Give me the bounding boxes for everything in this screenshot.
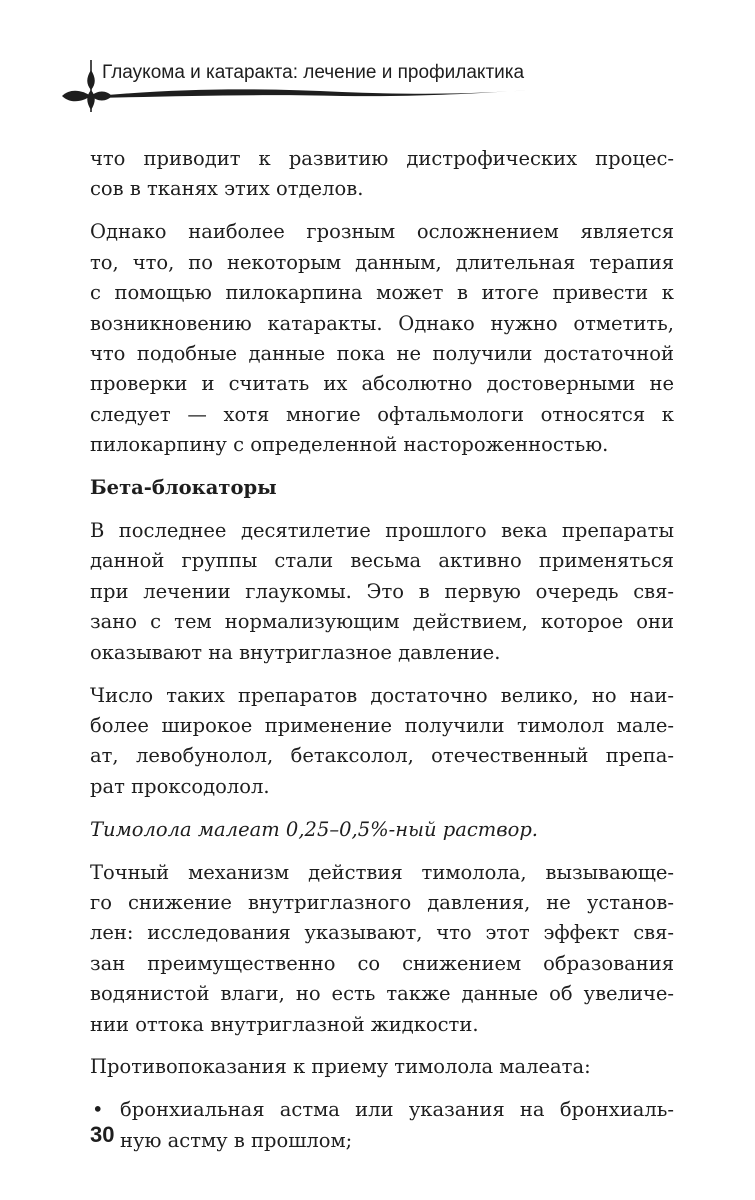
text-line: более широкое применение получили тимолол мале- xyxy=(90,713,674,737)
text-line: лен: исследования указывают, что этот эффект свя- xyxy=(90,921,674,945)
text-line: что подобные данные пока не получили достаточной xyxy=(90,341,674,365)
text-line: то, что, по некоторым данным, длительная терапия xyxy=(90,250,674,274)
text-line: сов в тканях этих отделов. xyxy=(90,177,364,201)
running-title: Глаукома и катаракта: лечение и профилактика xyxy=(102,62,525,83)
text-line: с помощью пилокарпина может в итоге привести к xyxy=(90,281,674,305)
list-item xyxy=(90,1095,674,1156)
text-line: водянистой влаги, но есть также данные об увеличе- xyxy=(90,982,674,1006)
text-line: зано с тем нормализующим действием, которое они xyxy=(90,610,674,634)
text-line: Однако наиболее грозным осложнением является xyxy=(90,220,674,244)
paragraph-3 xyxy=(90,516,674,668)
page-number: 30 xyxy=(90,1122,115,1147)
section-heading: Бета-блокаторы xyxy=(90,476,277,500)
running-header xyxy=(62,52,662,122)
text-line: оказывают на внутриглазное давление. xyxy=(90,640,501,664)
text-line: го снижение внутриглазного давления, не установ- xyxy=(90,890,674,914)
text-line: проверки и считать их абсолютно достоверными не xyxy=(90,372,674,396)
text-line: ную астму в прошлом; xyxy=(120,1128,353,1152)
text-line: что приводит к развитию дистрофических процес- xyxy=(90,147,674,170)
text-line: при лечении глаукомы. Это в первую очередь свя- xyxy=(90,579,674,603)
text-line: Число таких препаратов достаточно велико, но наи- xyxy=(90,683,674,707)
text-line: зан преимущественно со снижением образования xyxy=(90,951,674,975)
text-line: бронхиальная астма или указания на бронхиаль- xyxy=(120,1098,674,1122)
paragraph-2 xyxy=(90,217,674,460)
text-line: Точный механизм действия тимолола, вызывающе- xyxy=(90,860,674,884)
text-line: нии оттока внутриглазной жидкости. xyxy=(90,1012,479,1036)
text-line: В последнее десятилетие прошлого века препараты xyxy=(90,518,674,542)
text-line: рат проксодолол. xyxy=(90,774,270,798)
text-line: данной группы стали весьма активно применяться xyxy=(90,549,674,573)
paragraph-4 xyxy=(90,681,674,803)
paragraph-1 xyxy=(90,144,674,205)
text-line: возникновению катаракты. Однако нужно отметить, xyxy=(90,311,674,335)
text-line: пилокарпину с определенной настороженностью. xyxy=(90,433,609,457)
page-body xyxy=(90,144,674,1168)
paragraph-6: Противопоказания к приему тимолола малеата: xyxy=(90,1055,591,1079)
paragraph-5 xyxy=(90,858,674,1040)
bullet-icon: • xyxy=(92,1098,104,1122)
drug-name-line: Тимолола малеат 0,25–0,5%-ный раствор. xyxy=(90,817,539,841)
text-line: следует — хотя многие офтальмологи относятся к xyxy=(90,402,674,426)
text-line: ат, левобунолол, бетаксолол, отечественный препа- xyxy=(90,744,674,768)
